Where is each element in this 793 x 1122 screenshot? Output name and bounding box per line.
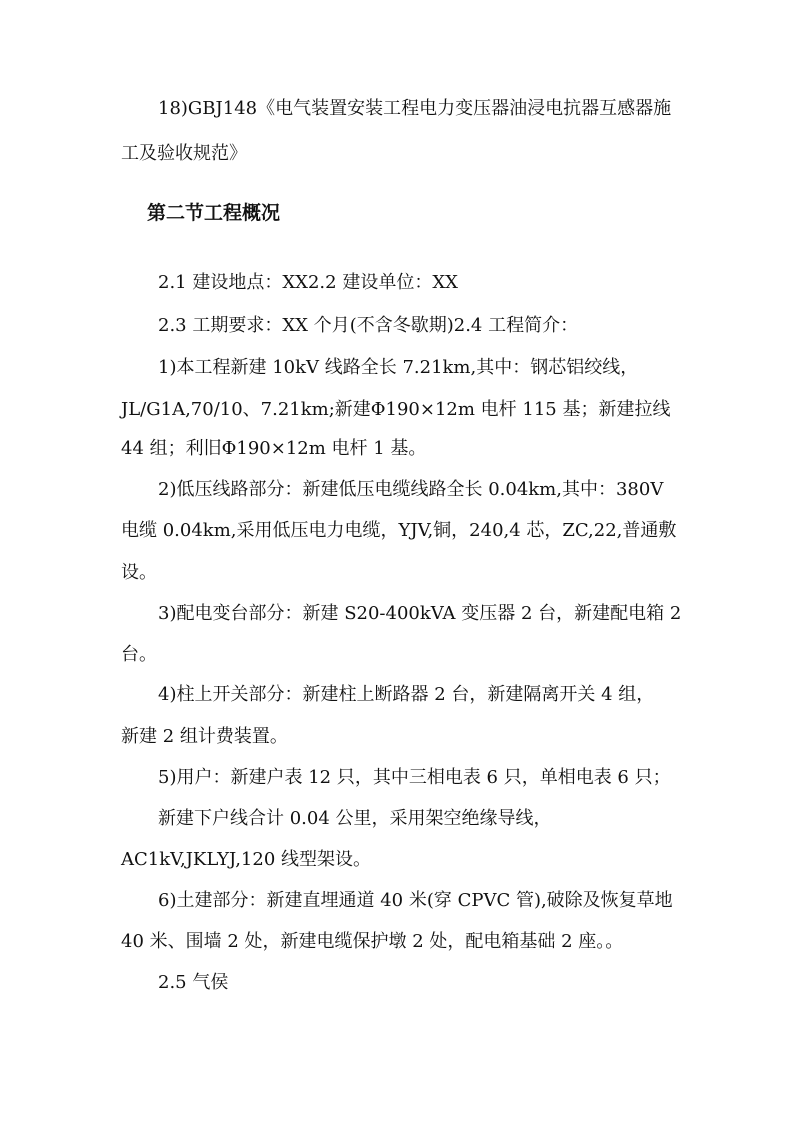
item-2-line-2: 电缆 0.04km,采用低压电力电缆，YJV,铜，240,4 芯，ZC,22,普通敷: [121, 520, 677, 541]
item-4-line-1: 4)柱上开关部分：新建柱上断路器 2 台，新建隔离开关 4 组，: [158, 684, 655, 705]
paragraph-2-5: 2.5 气侯: [158, 972, 229, 993]
item-4-line-2: 新建 2 组计费装置。: [121, 726, 288, 747]
item-3-line-2: 台。: [121, 644, 157, 665]
item-2-line-3: 设。: [121, 562, 157, 583]
item-2-line-1: 2)低压线路部分：新建低压电缆线路全长 0.04km,其中：380V: [158, 479, 664, 500]
item-5-line-3: AC1kV,JKLYJ,120 线型架设。: [121, 849, 372, 870]
paragraph-2-3: 2.3 工期要求：XX 个月(不含冬歇期)2.4 工程简介：: [158, 315, 579, 336]
item-1-line-2: JL/G1A,70/10、7.21km;新建Φ190×12m 电杆 115 基；新建拉线: [121, 399, 671, 420]
paragraph-2-1: 2.1 建设地点：XX2.2 建设单位：XX: [158, 272, 458, 293]
section-title: 第二节工程概况: [147, 202, 281, 224]
item-3-line-1: 3)配电变台部分：新建 S20-400kVA 变压器 2 台，新建配电箱 2: [158, 603, 682, 624]
item-1-line-3: 44 组；利旧Φ190×12m 电杆 1 基。: [121, 438, 427, 459]
item-5-line-2: 新建下户线合计 0.04 公里，采用架空绝缘导线，: [158, 808, 552, 829]
reference-18-line-2: 工及验收规范》: [121, 143, 247, 164]
item-1-line-1: 1)本工程新建 10kV 线路全长 7.21km,其中：钢芯铝绞线，: [158, 357, 639, 378]
item-5-line-1: 5)用户：新建户表 12 只，其中三相电表 6 只，单相电表 6 只；: [158, 767, 671, 788]
item-6-line-2: 40 米、围墙 2 处，新建电缆保护墩 2 处，配电箱基础 2 座。。: [121, 931, 624, 952]
reference-18-line-1: 18)GBJ148《电气装置安装工程电力变压器油浸电抗器互感器施: [158, 98, 672, 119]
item-6-line-1: 6)土建部分：新建直埋通道 40 米(穿 CPVC 管),破除及恢复草地: [158, 890, 673, 911]
